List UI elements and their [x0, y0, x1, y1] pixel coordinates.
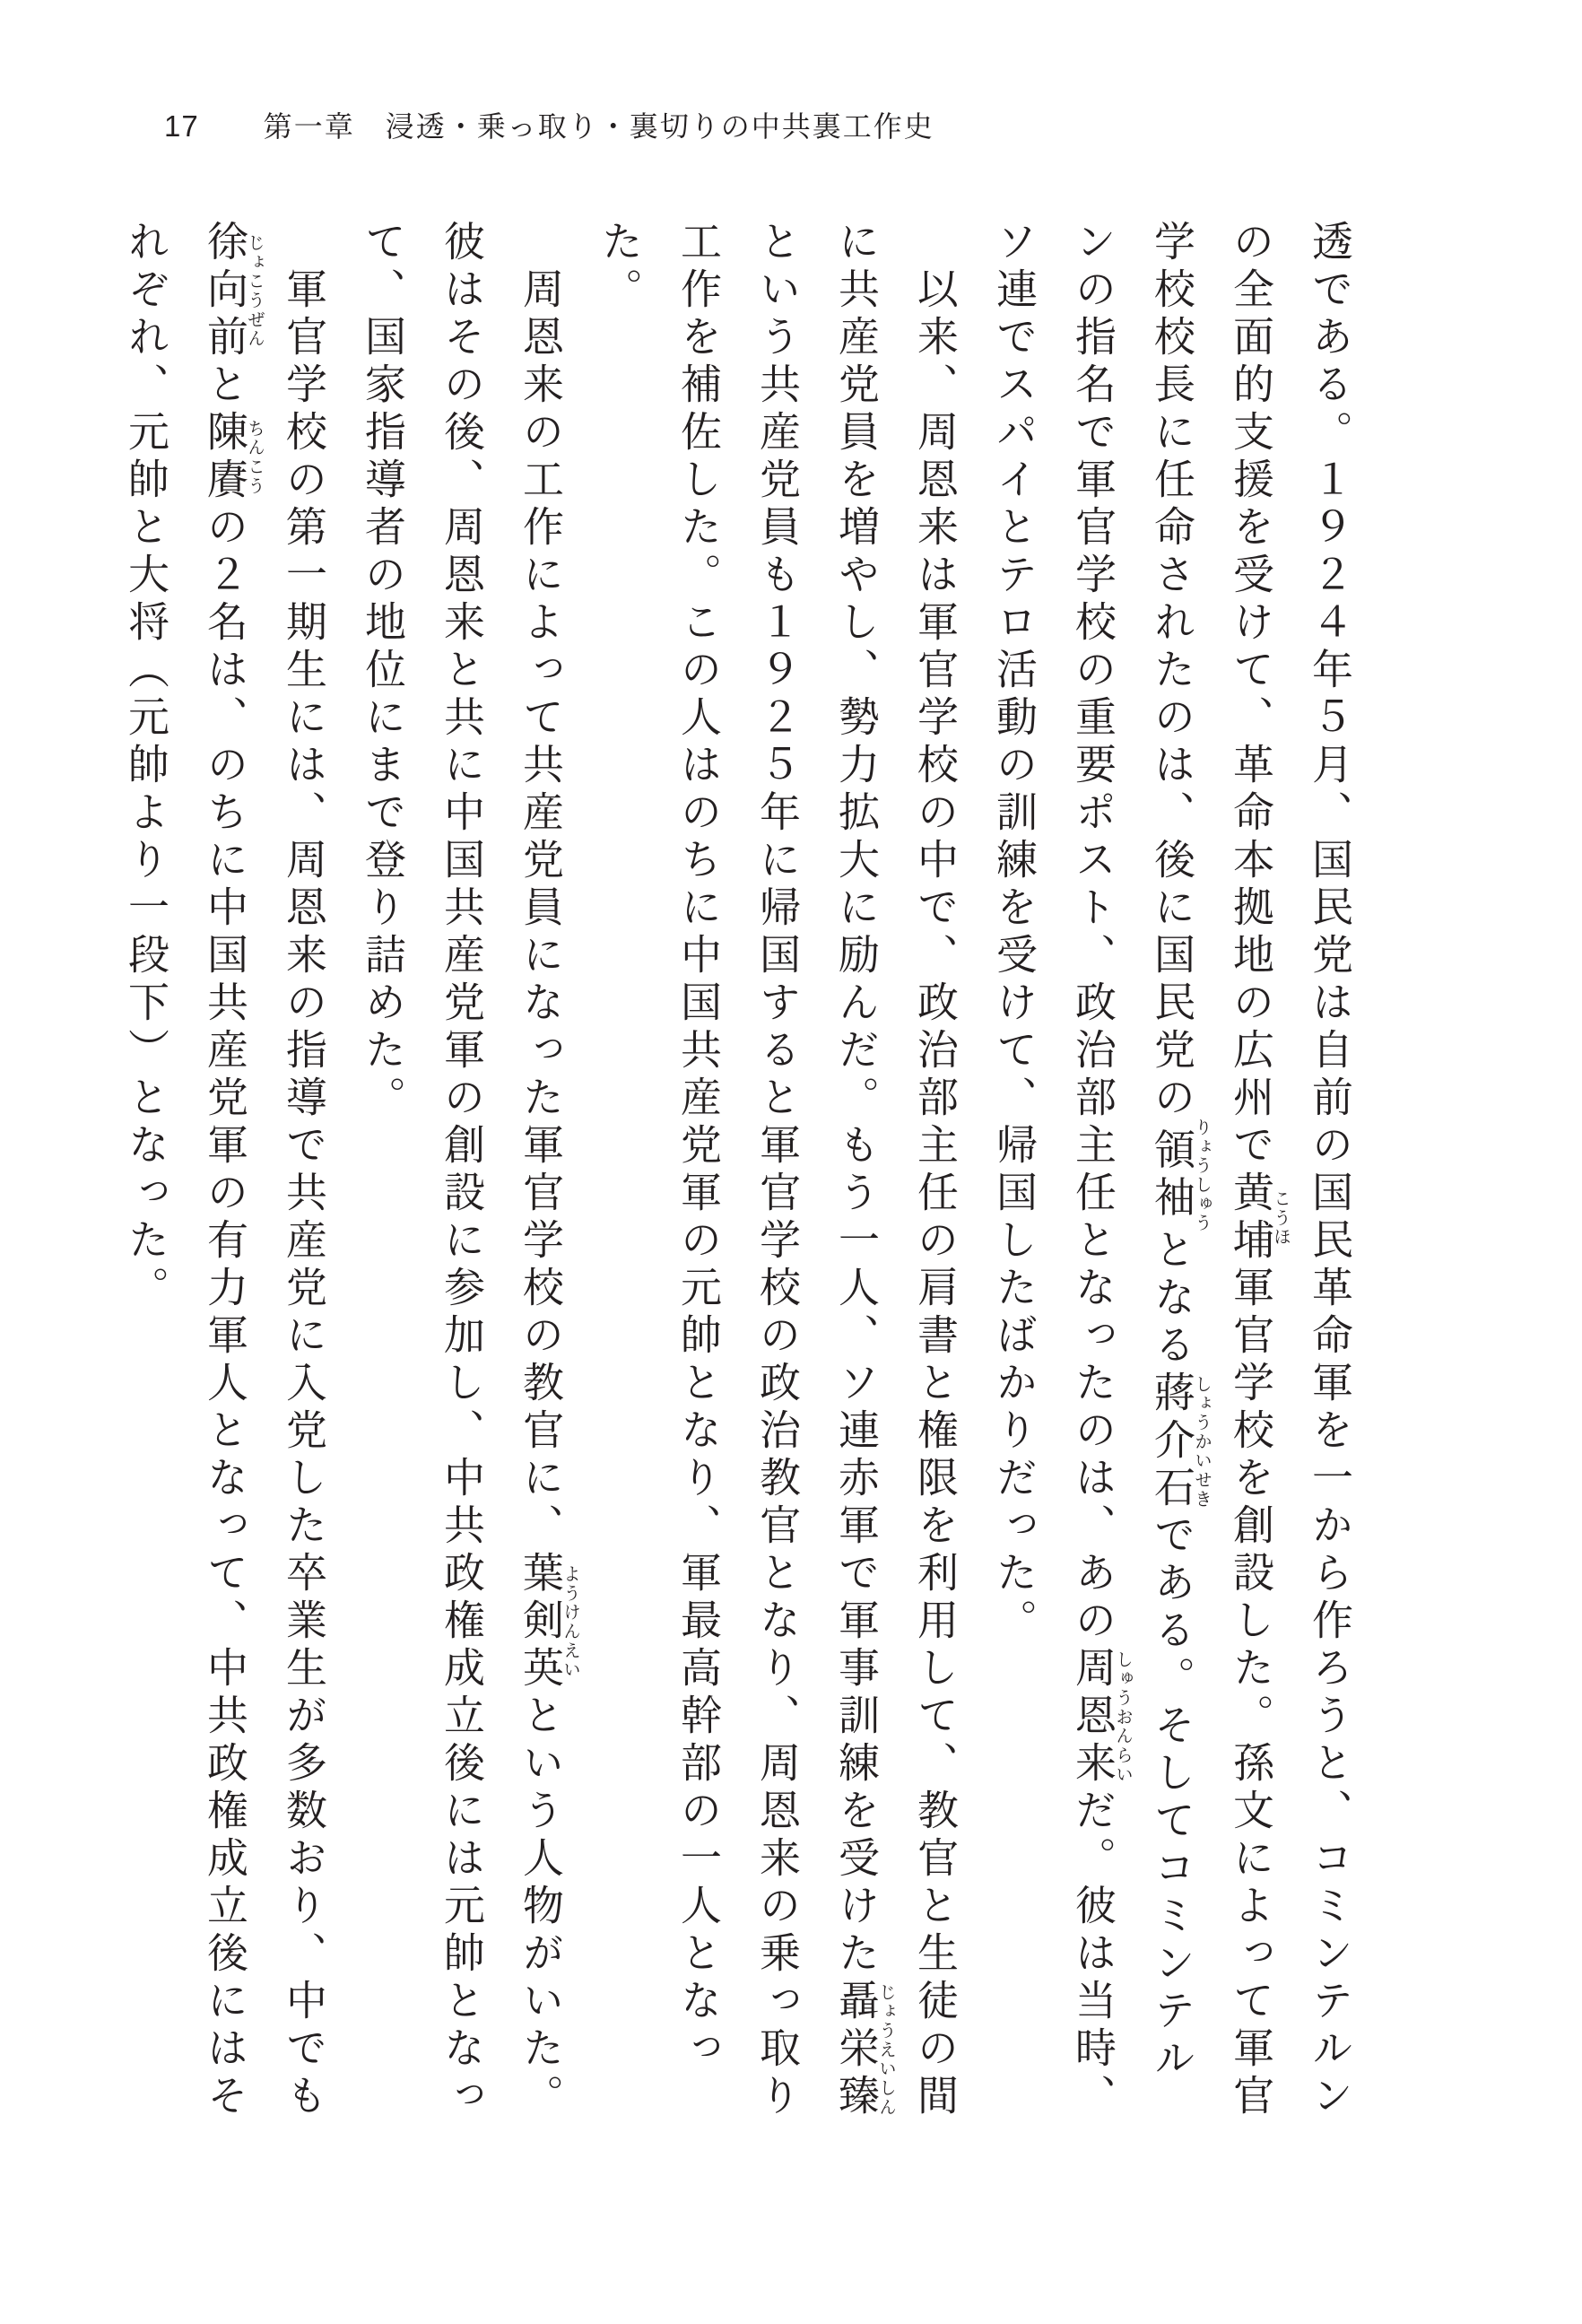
running-head: [164, 104, 934, 145]
body-text: [106, 220, 1369, 2127]
paragraph: 軍官学校の第一期生には、周恩来の指導で共産党に入党した卒業生が多数おり、中でも徐向前じょこうぜんと陳賡ちんこうの２名は、のちに中国共産党軍の有力軍人となって、中共政権成立後にはそれぞれ、元帥と大将（元帥より一段下）となった。: [123, 220, 326, 2121]
page-number: 17: [164, 109, 199, 143]
ruby-annotated-name: 聶栄臻じょうえいしん: [833, 1979, 895, 2121]
ruby-annotated-name: 徐向前じょこうぜん: [202, 220, 264, 362]
chapter-title: 第一章 浸透・乗っ取り・裏切りの中共裏工作史: [263, 110, 934, 143]
paragraph: 以来、周恩来は軍官学校の中で、政治部主任の肩書と権限を利用して、教官と生徒の間に共産党員を増やし、勢力拡大に励んだ。もう一人、ソ連赤軍で軍事訓練を受けた聶栄臻じょうえいしんという共産党員も１９２５年に帰国すると軍官学校の政治教官となり、周恩来の乗っ取り工作を補佐した。この人はのちに中国共産党軍の元帥となり、軍最高幹部の一人となった。: [596, 220, 958, 2121]
ruby-annotated-name: 蔣介石しょうかいせき: [1149, 1370, 1211, 1513]
ruby-annotated-name: 領袖りょうしゅう: [1149, 1118, 1211, 1233]
ruby-annotated-name: 黄埔こうほ: [1228, 1171, 1290, 1266]
paragraph: 周恩来の工作によって共産党員になった軍官学校の教官に、葉剣英ようけんえいという人物がいた。彼はその後、周恩来と共に中国共産党軍の創設に参加し、中共政権成立後には元帥となって、国家指導者の地位にまで登り詰めた。: [360, 220, 579, 2121]
ruby-annotated-name: 周恩来しゅうおんらい: [1070, 1646, 1132, 1789]
ruby-annotated-name: 陳賡ちんこう: [202, 410, 264, 505]
ruby-annotated-name: 葉剣英ようけんえい: [517, 1551, 579, 1693]
paragraph: 透である。１９２４年５月、国民党は自前の国民革命軍を一から作ろうと、コミンテルンの全面的支援を受けて、革命本拠地の広州で黄埔こうほ軍官学校を創設した。孫文によって軍官学校校長に任命されたのは、後に国民党の領袖りょうしゅうとなる蔣介石しょうかいせきである。そしてコミンテルンの指名で軍官学校の重要ポスト、政治部主任となったのは、あの周恩来しゅうおんらいだ。彼は当時、ソ連でスパイとテロ活動の訓練を受けて、帰国したばかりだった。: [991, 220, 1352, 2121]
